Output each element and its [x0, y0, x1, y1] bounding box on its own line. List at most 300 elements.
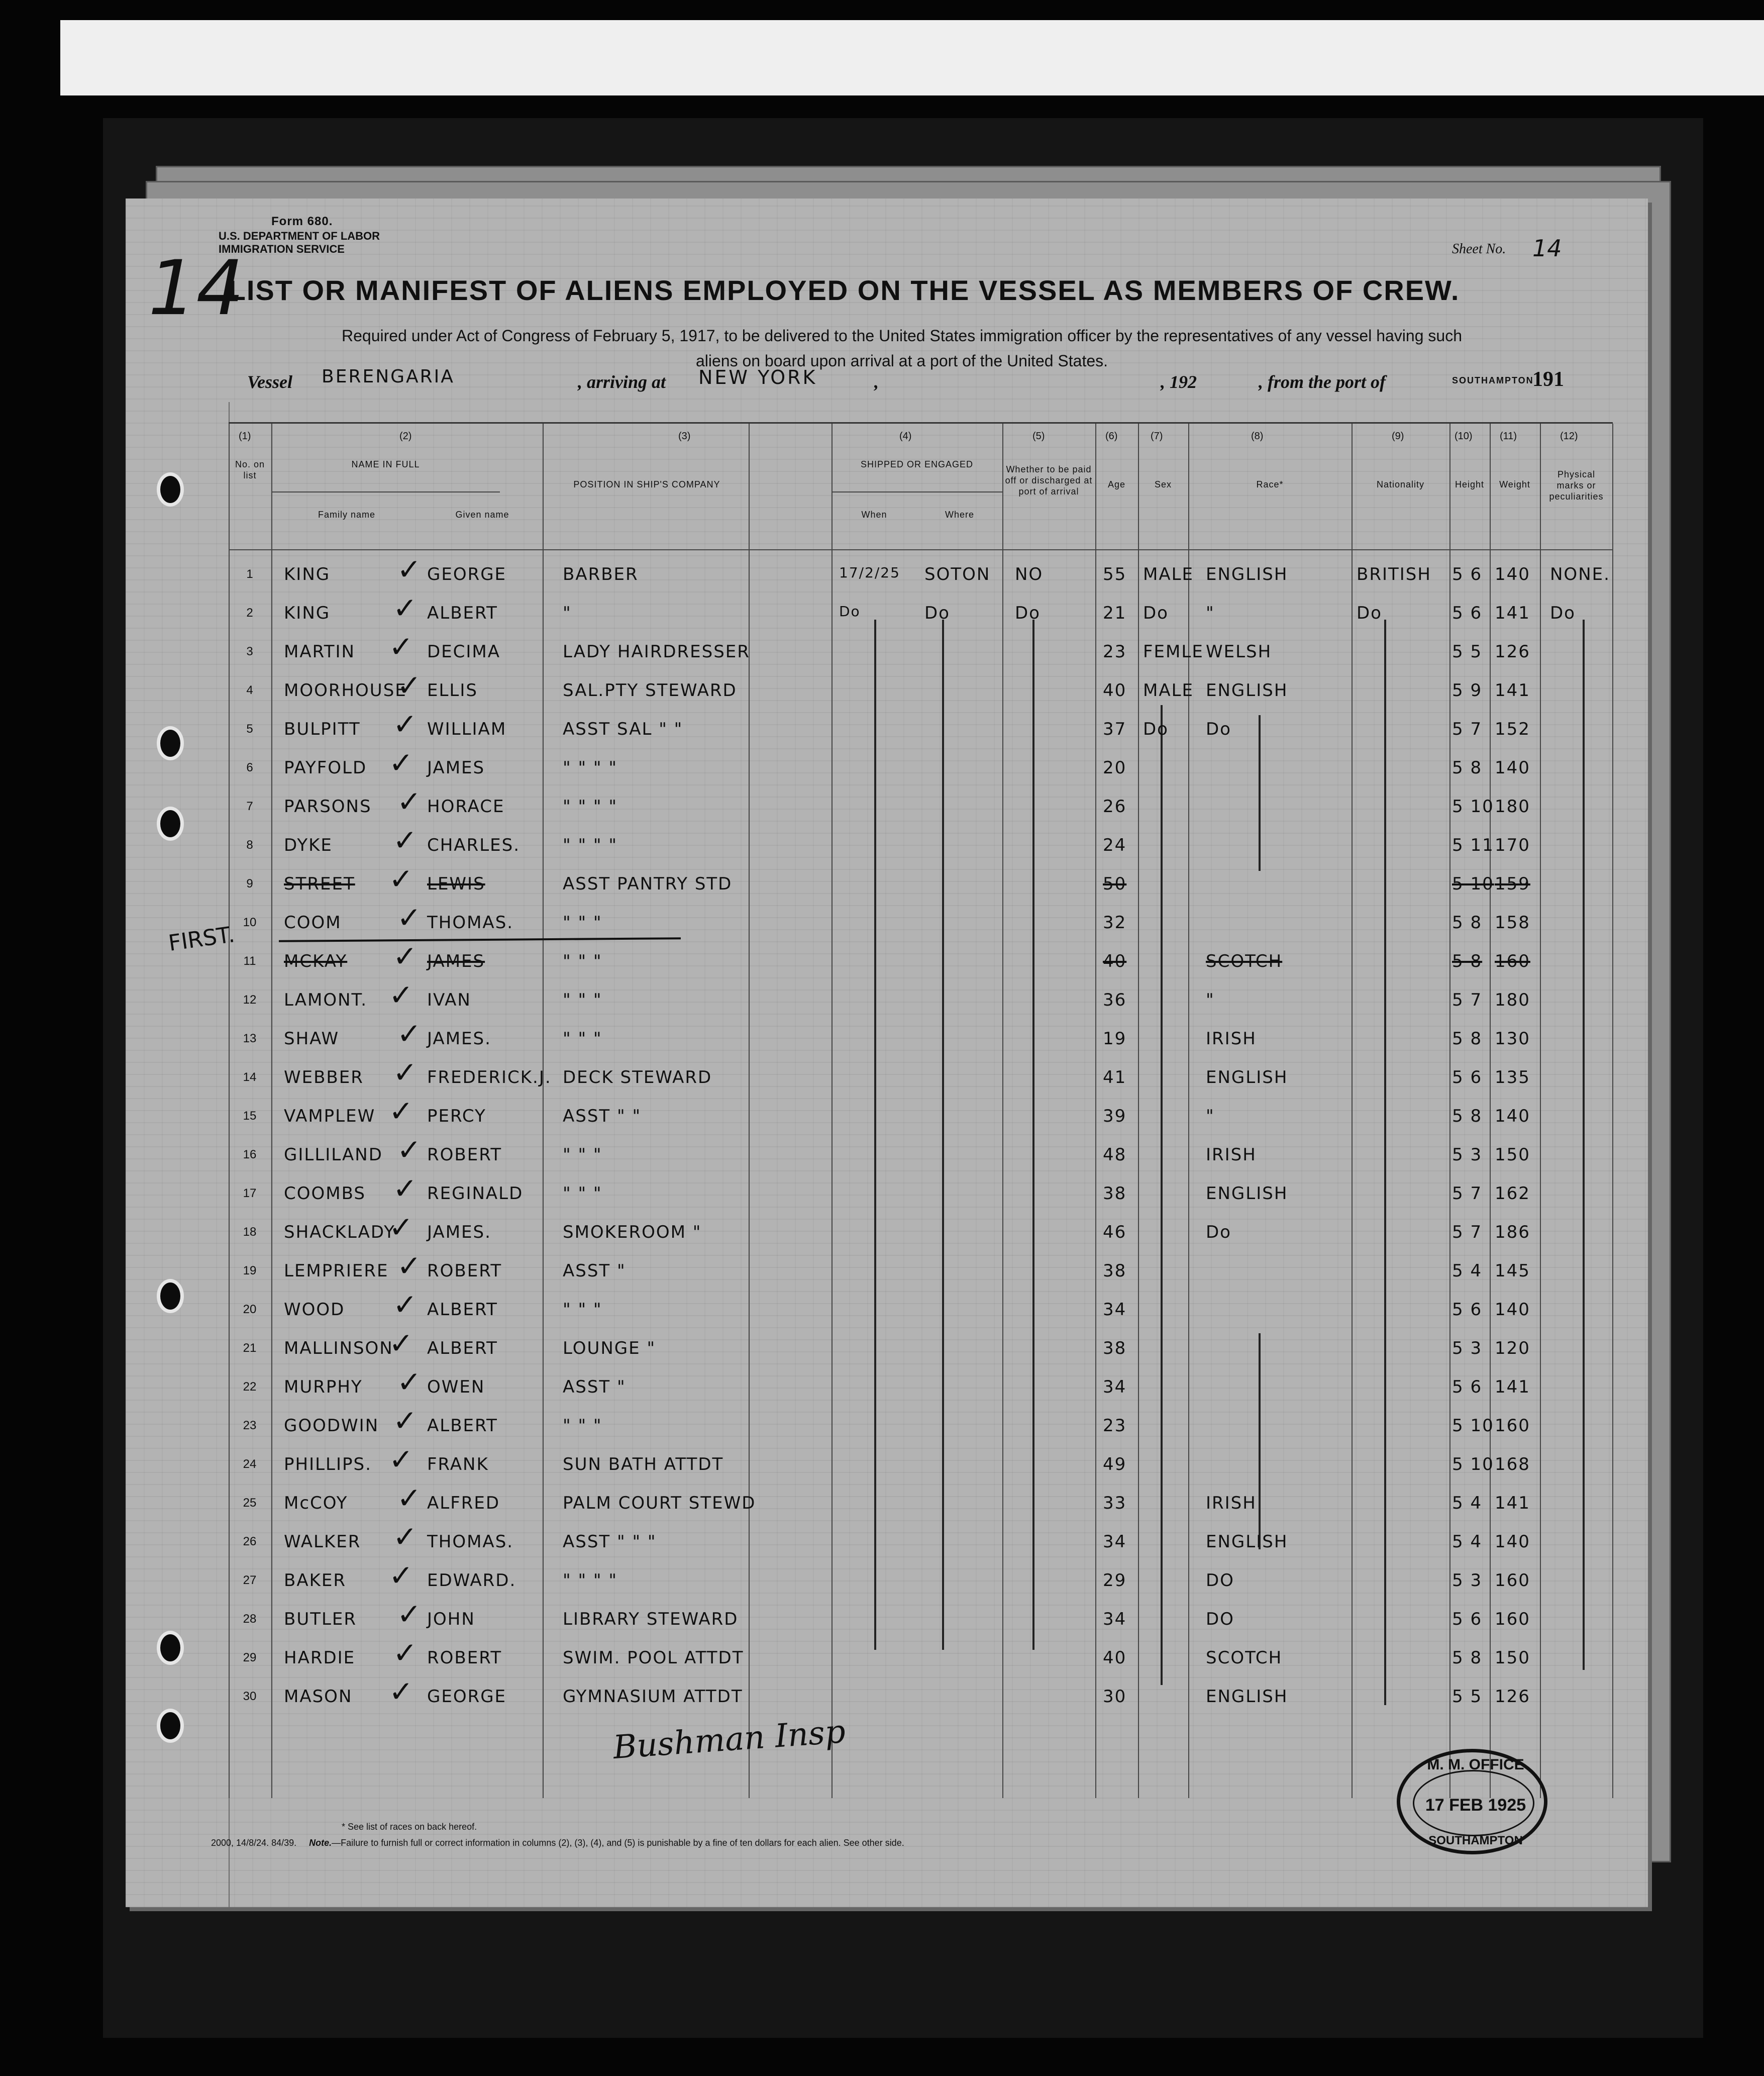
cell-weight: 140	[1495, 1300, 1530, 1320]
check-mark-icon: ✓	[393, 823, 418, 857]
cell-n: 16	[243, 1148, 257, 1161]
check-mark-icon: ✓	[393, 1404, 418, 1438]
cell-family: WEBBER	[284, 1067, 364, 1088]
cell-sex: FEMLE	[1143, 642, 1204, 662]
cell-family: MURPHY	[284, 1377, 363, 1397]
cell-height: 5 4	[1452, 1261, 1483, 1281]
cell-height: 5 3	[1452, 1570, 1483, 1591]
shipped-header-rule	[832, 491, 1002, 492]
cell-family: MASON	[284, 1687, 353, 1707]
cell-position: " " "	[563, 990, 602, 1010]
cell-height: 5 10	[1452, 1454, 1494, 1474]
col-number: (6)	[1105, 431, 1118, 442]
cell-family: MOORHOUSE	[284, 680, 407, 701]
cell-given: REGINALD	[427, 1183, 524, 1204]
cell-family: SHACKLADY	[284, 1222, 395, 1242]
cell-height: 5 11	[1452, 835, 1494, 855]
cell-given: JAMES.	[427, 1029, 491, 1049]
check-mark-icon: ✓	[397, 1481, 422, 1515]
cell-given: ALBERT	[427, 1338, 498, 1358]
table-row	[229, 1135, 1613, 1173]
cell-n: 21	[243, 1341, 257, 1355]
cell-weight: 141	[1495, 1377, 1530, 1397]
header-shipped-engaged: SHIPPED OR ENGAGED	[860, 459, 974, 469]
cell-position: ASST "	[563, 1377, 626, 1397]
cell-weight: 135	[1495, 1067, 1530, 1088]
check-mark-icon: ✓	[397, 1249, 422, 1283]
cell-position: LIBRARY STEWARD	[563, 1609, 739, 1629]
cell-nationality: Do	[1357, 603, 1382, 623]
cell-given: FREDERICK.J.	[427, 1067, 552, 1088]
cell-race: IRISH	[1206, 1145, 1257, 1165]
cell-n: 2	[246, 606, 253, 620]
cell-n: 27	[243, 1573, 257, 1587]
table-row	[229, 1290, 1613, 1328]
table-row	[229, 1096, 1613, 1135]
cell-weight: 150	[1495, 1145, 1530, 1165]
cell-age: 38	[1103, 1183, 1127, 1204]
cell-position: LOUNGE "	[563, 1338, 656, 1358]
cell-weight: 170	[1495, 835, 1530, 855]
cell-weight: 141	[1495, 603, 1530, 623]
cell-position: " " " "	[563, 758, 617, 778]
cell-where: SOTON	[924, 564, 991, 584]
check-mark-icon: ✓	[397, 668, 422, 703]
cell-position: PALM COURT STEWD	[563, 1493, 756, 1513]
cell-paid: NO	[1015, 564, 1044, 584]
penalty-note	[211, 1838, 904, 1848]
check-mark-icon: ✓	[393, 707, 418, 741]
cell-n: 30	[243, 1690, 257, 1703]
cell-age: 21	[1103, 603, 1127, 623]
cell-height: 5 6	[1452, 603, 1483, 623]
cell-family: BULPITT	[284, 719, 361, 739]
cell-position: ASST "	[563, 1261, 626, 1281]
check-mark-icon: ✓	[389, 1210, 413, 1244]
stamp-date: 17 FEB 1925	[1425, 1796, 1526, 1815]
cell-race: ENGLISH	[1206, 564, 1288, 584]
manifest-title: LIST OR MANIFEST OF ALIENS EMPLOYED ON THE VESSEL AS MEMBERS OF CREW.	[228, 274, 1460, 306]
cell-age: 34	[1103, 1532, 1127, 1552]
cell-weight: 158	[1495, 913, 1530, 933]
department-block	[219, 230, 380, 256]
col-number: (10)	[1455, 431, 1473, 442]
check-mark-icon: ✓	[389, 862, 413, 896]
cell-given: THOMAS.	[427, 1532, 514, 1552]
cell-given: OWEN	[427, 1377, 485, 1397]
check-mark-icon: ✓	[397, 901, 422, 935]
cell-race: "	[1206, 603, 1215, 623]
cell-family: SHAW	[284, 1029, 340, 1049]
cell-race: IRISH	[1206, 1493, 1257, 1513]
cell-family: STREET	[284, 874, 355, 894]
cell-weight: 140	[1495, 758, 1530, 778]
cell-age: 36	[1103, 990, 1127, 1010]
cell-age: 40	[1103, 1648, 1127, 1668]
cell-given: JAMES.	[427, 1222, 491, 1242]
cell-weight: 180	[1495, 990, 1530, 1010]
form-number: Form 680.	[271, 215, 333, 228]
cell-given: LEWIS	[427, 874, 485, 894]
service: IMMIGRATION SERVICE	[219, 243, 345, 255]
cell-position: " " " "	[563, 835, 617, 855]
cell-family: MCKAY	[284, 951, 348, 971]
cell-height: 5 6	[1452, 1377, 1483, 1397]
office-stamp	[1397, 1749, 1547, 1854]
check-mark-icon: ✓	[397, 1017, 422, 1051]
cell-position: GYMNASIUM ATTDT	[563, 1687, 743, 1707]
cell-height: 5 5	[1452, 642, 1483, 662]
cell-weight: 126	[1495, 642, 1530, 662]
cell-given: ALBERT	[427, 603, 498, 623]
cell-race: SCOTCH	[1206, 1648, 1283, 1668]
cell-height: 5 4	[1452, 1493, 1483, 1513]
table-row	[229, 980, 1613, 1019]
race-footnote: * See list of races on back hereof.	[342, 1822, 477, 1832]
table-row	[229, 1328, 1613, 1367]
col-number: (1)	[239, 431, 251, 442]
check-mark-icon: ✓	[389, 978, 413, 1012]
cell-race: ENGLISH	[1206, 1532, 1288, 1552]
name-header-rule	[271, 491, 500, 492]
cell-given: JAMES	[427, 951, 485, 971]
cell-race: Do	[1206, 719, 1231, 739]
cell-sex: Do	[1143, 603, 1169, 623]
cell-position: ASST " "	[563, 1106, 642, 1126]
check-mark-icon: ✓	[389, 630, 413, 664]
table-row	[229, 1367, 1613, 1406]
cell-family: GILLILAND	[284, 1145, 383, 1165]
punch-hole	[157, 807, 184, 841]
table-row	[229, 1057, 1613, 1096]
table-row	[229, 864, 1613, 903]
punch-hole	[157, 1279, 184, 1313]
cell-family: McCOY	[284, 1493, 348, 1513]
cell-given: JOHN	[427, 1609, 475, 1629]
cell-family: BUTLER	[284, 1609, 357, 1629]
cell-height: 5 6	[1452, 1067, 1483, 1088]
cell-family: DYKE	[284, 835, 333, 855]
cell-age: 48	[1103, 1145, 1127, 1165]
note-text: —Failure to furnish full or correct information in columns (2), (3), (4), and (5) is punishable by a fine of ten dollars for each alien. See other side.	[332, 1838, 904, 1848]
cell-n: 28	[243, 1612, 257, 1626]
cell-n: 8	[246, 838, 253, 852]
cell-height: 5 4	[1452, 1532, 1483, 1552]
cell-age: 23	[1103, 642, 1127, 662]
cell-n: 14	[243, 1070, 257, 1084]
cell-weight: 159	[1495, 874, 1530, 894]
requirement-line-2: aliens on board upon arrival at a port of the United States.	[695, 352, 1108, 370]
check-mark-icon: ✓	[389, 1326, 413, 1360]
cell-weight: 160	[1495, 1570, 1530, 1591]
cell-age: 26	[1103, 797, 1127, 817]
cell-race: "	[1206, 990, 1215, 1010]
header-race: Race*	[1256, 479, 1284, 489]
cell-height: 5 8	[1452, 1648, 1483, 1668]
cell-age: 41	[1103, 1067, 1127, 1088]
cell-n: 13	[243, 1032, 257, 1045]
cell-height: 5 3	[1452, 1338, 1483, 1358]
table-row	[229, 941, 1613, 980]
cell-weight: 152	[1495, 719, 1530, 739]
cell-position: "	[563, 603, 572, 623]
cell-n: 18	[243, 1225, 257, 1239]
cell-age: 34	[1103, 1609, 1127, 1629]
table-row	[229, 1212, 1613, 1251]
cell-when: 17/2/25	[839, 564, 900, 581]
table-row	[229, 593, 1613, 632]
cell-weight: 140	[1495, 1106, 1530, 1126]
inspector-signature: Bushman Insp	[611, 1713, 847, 1767]
cell-position: " " "	[563, 1183, 602, 1204]
cell-height: 5 6	[1452, 1609, 1483, 1629]
table-row	[229, 1251, 1613, 1290]
check-mark-icon: ✓	[393, 1636, 418, 1670]
cell-position: ASST " " "	[563, 1532, 657, 1552]
col-number: (3)	[678, 431, 691, 442]
header-whether-paid: Whether to be paid off or discharged at port of arrival	[1005, 464, 1093, 497]
cell-weight: 140	[1495, 1532, 1530, 1552]
cell-height: 5 10	[1452, 1416, 1494, 1436]
check-mark-icon: ✓	[397, 1597, 422, 1631]
col-number: (8)	[1251, 431, 1264, 442]
cell-given: IVAN	[427, 990, 471, 1010]
header-name-in-full: NAME IN FULL	[351, 459, 420, 469]
cell-age: 37	[1103, 719, 1127, 739]
cell-sex: MALE	[1143, 680, 1194, 701]
col-number: (12)	[1560, 431, 1578, 442]
cell-given: ALBERT	[427, 1416, 498, 1436]
requirement-line-1: Required under Act of Congress of February 5, 1917, to be delivered to the United States immigration officer by the representatives of any vessel having such	[342, 327, 1462, 345]
table-row	[229, 554, 1613, 593]
cell-race: ENGLISH	[1206, 1183, 1288, 1204]
vessel-name: BERENGARIA	[322, 366, 455, 387]
print-code: 2000, 14/8/24. 84/39.	[211, 1838, 297, 1848]
cell-n: 7	[246, 800, 253, 813]
page-number: 191	[1532, 368, 1564, 391]
col-number: (4)	[899, 431, 912, 442]
cell-height: 5 8	[1452, 1106, 1483, 1126]
cell-race: WELSH	[1206, 642, 1272, 662]
cell-family: GOODWIN	[284, 1416, 379, 1436]
cell-age: 34	[1103, 1377, 1127, 1397]
cell-nationality: BRITISH	[1357, 564, 1431, 584]
cell-weight: 130	[1495, 1029, 1530, 1049]
cell-given: ROBERT	[427, 1648, 502, 1668]
table-row	[229, 670, 1613, 709]
cell-height: 5 7	[1452, 990, 1483, 1010]
header-age: Age	[1107, 479, 1126, 489]
table-row	[229, 1483, 1613, 1522]
cell-weight: 126	[1495, 1687, 1530, 1707]
cell-given: PERCY	[427, 1106, 486, 1126]
cell-age: 30	[1103, 1687, 1127, 1707]
cell-n: 24	[243, 1457, 257, 1471]
table-row	[229, 1599, 1613, 1638]
cell-height: 5 6	[1452, 564, 1483, 584]
cell-weight: 162	[1495, 1183, 1530, 1204]
cell-given: DECIMA	[427, 642, 501, 662]
check-mark-icon: ✓	[393, 591, 418, 625]
cell-race: Do	[1206, 1222, 1231, 1242]
cell-height: 5 8	[1452, 1029, 1483, 1049]
cell-position: SUN BATH ATTDT	[563, 1454, 724, 1474]
punch-hole	[157, 472, 184, 507]
check-mark-icon: ✓	[393, 1288, 418, 1322]
table-row	[229, 903, 1613, 941]
cell-position: " " "	[563, 1416, 602, 1436]
cell-weight: 145	[1495, 1261, 1530, 1281]
cell-age: 50	[1103, 874, 1127, 894]
cell-n: 23	[243, 1419, 257, 1432]
cell-n: 6	[246, 761, 253, 774]
cell-position: SAL.PTY STEWARD	[563, 680, 737, 701]
header-when: When	[861, 510, 887, 520]
cell-age: 29	[1103, 1570, 1127, 1591]
cell-n: 9	[246, 877, 253, 891]
cell-height: 5 8	[1452, 913, 1483, 933]
check-mark-icon: ✓	[393, 939, 418, 973]
cell-family: PHILLIPS.	[284, 1454, 372, 1474]
cell-given: GEORGE	[427, 1687, 507, 1707]
cell-age: 39	[1103, 1106, 1127, 1126]
cell-position: DECK STEWARD	[563, 1067, 712, 1088]
cell-position: BARBER	[563, 564, 639, 584]
cell-family: MALLINSON	[284, 1338, 393, 1358]
cell-family: WALKER	[284, 1532, 361, 1552]
cell-weight: 150	[1495, 1648, 1530, 1668]
col-number: (11)	[1500, 431, 1517, 442]
table-row	[229, 1173, 1613, 1212]
header-no-on-list: No. on list	[235, 459, 265, 480]
cell-family: LAMONT.	[284, 990, 368, 1010]
cell-n: 25	[243, 1496, 257, 1510]
header-position: POSITION IN SHIP'S COMPANY	[573, 479, 720, 489]
cell-family: LEMPRIERE	[284, 1261, 389, 1281]
cell-height: 5 7	[1452, 1222, 1483, 1242]
cell-position: " " "	[563, 1029, 602, 1049]
cell-age: 24	[1103, 835, 1127, 855]
cell-n: 12	[243, 993, 257, 1007]
cell-n: 26	[243, 1535, 257, 1548]
cell-n: 19	[243, 1264, 257, 1277]
arriving-port: NEW YORK	[698, 366, 817, 388]
cell-n: 1	[246, 567, 253, 581]
table-row	[229, 1406, 1613, 1444]
cell-age: 49	[1103, 1454, 1127, 1474]
cell-race: SCOTCH	[1206, 951, 1283, 971]
cell-family: KING	[284, 564, 331, 584]
check-mark-icon: ✓	[389, 1558, 413, 1593]
note-label: Note.	[309, 1838, 332, 1848]
from-label: , from the port of	[1259, 372, 1386, 392]
cell-marks: Do	[1550, 603, 1576, 623]
cell-race: DO	[1206, 1570, 1234, 1591]
check-mark-icon: ✓	[393, 1171, 418, 1206]
punch-hole	[157, 726, 184, 760]
header-given-name: Given name	[455, 510, 509, 520]
cell-weight: 160	[1495, 1416, 1530, 1436]
check-mark-icon: ✓	[389, 1442, 413, 1476]
cell-age: 19	[1103, 1029, 1127, 1049]
year-label: , 192	[1161, 372, 1197, 392]
cell-position: " " " "	[563, 797, 617, 817]
cell-height: 5 7	[1452, 719, 1483, 739]
cell-given: ALBERT	[427, 1300, 498, 1320]
cell-position: LADY HAIRDRESSER	[563, 642, 750, 662]
check-mark-icon: ✓	[397, 1133, 422, 1167]
arriving-comma: ,	[874, 372, 879, 392]
header-family-name: Family name	[318, 510, 376, 520]
cell-weight: 141	[1495, 680, 1530, 701]
sheet-number: 14	[1532, 235, 1562, 262]
cell-weight: 120	[1495, 1338, 1530, 1358]
manifest-sheet	[126, 199, 1648, 1907]
cell-height: 5 9	[1452, 680, 1483, 701]
cell-position: " " "	[563, 1145, 602, 1165]
cell-age: 46	[1103, 1222, 1127, 1242]
cell-age: 38	[1103, 1338, 1127, 1358]
cell-weight: 168	[1495, 1454, 1530, 1474]
cell-race: ENGLISH	[1206, 1687, 1288, 1707]
cell-given: ROBERT	[427, 1261, 502, 1281]
cell-n: 4	[246, 683, 253, 697]
department: U.S. DEPARTMENT OF LABOR	[219, 230, 380, 242]
table-row	[229, 1676, 1613, 1715]
cell-height: 5 7	[1452, 1183, 1483, 1204]
pencil-sheet-mark: 14	[148, 245, 244, 332]
header-height: Height	[1455, 479, 1485, 489]
cell-age: 23	[1103, 1416, 1127, 1436]
punch-hole	[157, 1631, 184, 1665]
table-row	[229, 1444, 1613, 1483]
cell-family: HARDIE	[284, 1648, 356, 1668]
cell-weight: 140	[1495, 564, 1530, 584]
cell-weight: 180	[1495, 797, 1530, 817]
table-row	[229, 786, 1613, 825]
cell-age: 40	[1103, 680, 1127, 701]
cell-race: ENGLISH	[1206, 680, 1288, 701]
cell-family: VAMPLEW	[284, 1106, 376, 1126]
cell-n: 20	[243, 1303, 257, 1316]
cell-race: DO	[1206, 1609, 1234, 1629]
cell-height: 5 5	[1452, 1687, 1483, 1707]
cell-given: WILLIAM	[427, 719, 507, 739]
cell-age: 38	[1103, 1261, 1127, 1281]
cell-age: 32	[1103, 913, 1127, 933]
header-where: Where	[945, 510, 974, 520]
cell-weight: 160	[1495, 951, 1530, 971]
sheet-label: Sheet No.	[1452, 241, 1506, 257]
cell-position: SWIM. POOL ATTDT	[563, 1648, 744, 1668]
cell-n: 22	[243, 1380, 257, 1394]
cell-n: 29	[243, 1651, 257, 1664]
cell-family: MARTIN	[284, 642, 355, 662]
table-row	[229, 1522, 1613, 1560]
cell-weight: 186	[1495, 1222, 1530, 1242]
cell-family: WOOD	[284, 1300, 345, 1320]
table-row	[229, 1019, 1613, 1057]
cell-position: ASST PANTRY STD	[563, 874, 733, 894]
cell-race: ENGLISH	[1206, 1067, 1288, 1088]
col-number: (9)	[1392, 431, 1404, 442]
cell-height: 5 8	[1452, 951, 1483, 971]
cell-position: " " "	[563, 951, 602, 971]
header-sex: Sex	[1154, 479, 1172, 489]
cell-given: FRANK	[427, 1454, 489, 1474]
cell-n: 3	[246, 645, 253, 658]
cell-race: "	[1206, 1106, 1215, 1126]
